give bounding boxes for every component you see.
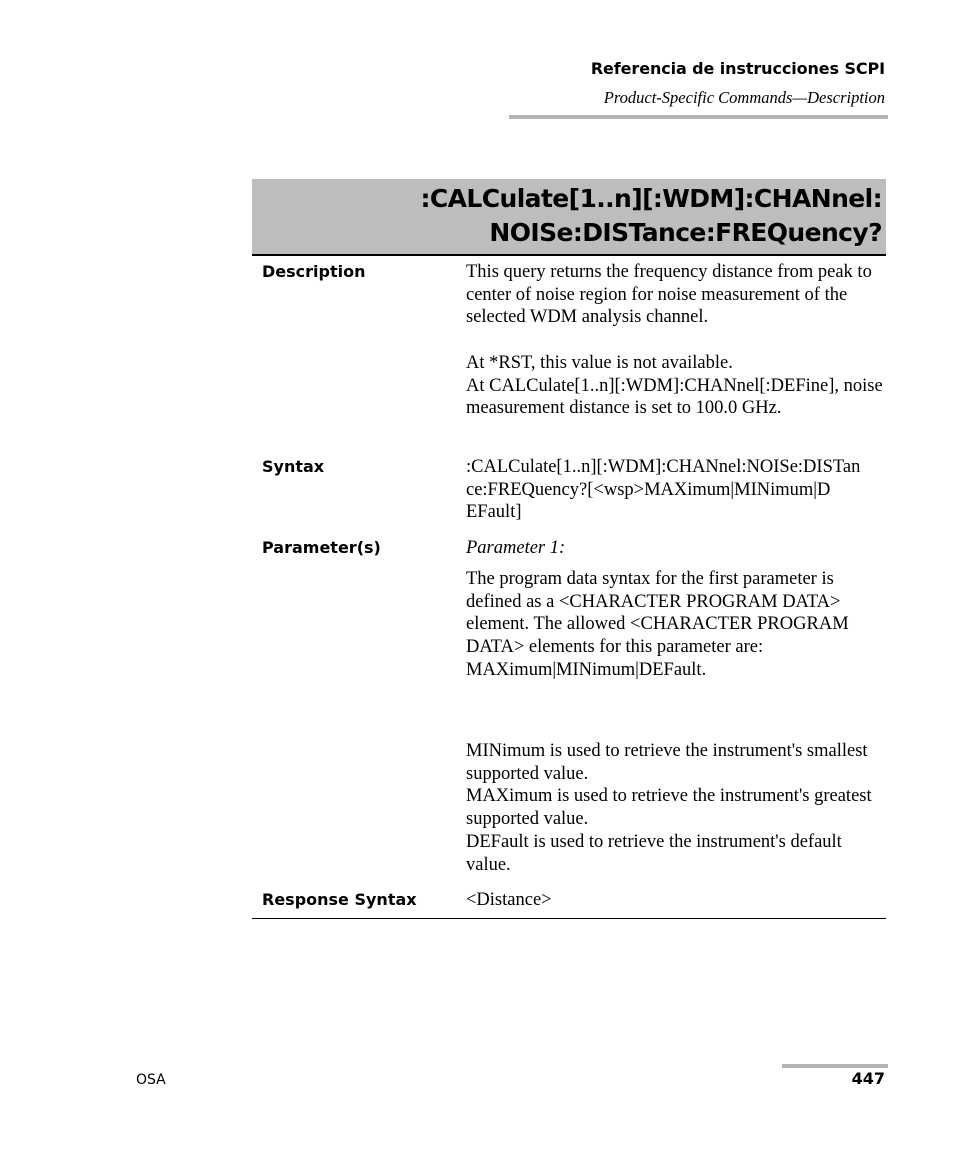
syntax-line-1: :CALCulate[1..n][:WDM]:CHANnel:NOISe:DISTan (466, 457, 861, 477)
command-title-line-2: NOISe:DISTance:FREQuency? (489, 218, 882, 247)
page-header (591, 58, 885, 109)
header-subtitle: Product-Specific Commands—Description (603, 88, 885, 107)
page-number: 447 (851, 1069, 885, 1088)
description-label: Description (262, 262, 366, 281)
table-bottom-rule (252, 918, 886, 919)
description-define-note: At CALCulate[1..n][:WDM]:CHANnel[:DEFine], noise measurement distance is set to 100.0 GHz. (466, 375, 883, 419)
command-title (421, 182, 882, 250)
syntax-line-3: EFault] (466, 502, 522, 523)
syntax-label: Syntax (262, 457, 325, 476)
description-rst-note: At *RST, this value is not available. (466, 352, 733, 373)
command-title-line-1: :CALCulate[1..n][:WDM]:CHANnel: (420, 184, 882, 213)
parameter-1-values (466, 740, 886, 876)
footer-product: OSA (136, 1072, 166, 1088)
command-title-box (252, 179, 886, 256)
header-title: Referencia de instrucciones SCPI (590, 59, 885, 78)
parameter-1-heading: Parameter 1: (466, 538, 566, 558)
response-syntax-value: <Distance> (466, 890, 552, 910)
parameter-default-note: DEFault is used to retrieve the instrument's default value. (466, 831, 842, 875)
header-rule (509, 115, 888, 119)
description-paragraph: This query returns the frequency distance from peak to center of noise region for noise measurement of the selected WDM analysis channel. (466, 262, 872, 328)
description-text (466, 261, 886, 420)
parameter-1-definition: The program data syntax for the first parameter is defined as a <CHARACTER PROGRAM DATA> element. The allowed <CHARACTER PROGRAM DATA> elements for this parameter are: MAXimum|MINimum|DEFault. (466, 569, 849, 680)
parameter-maximum-note: MAXimum is used to retrieve the instrument's greatest supported value. (466, 786, 872, 830)
parameters-label: Parameter(s) (262, 538, 381, 557)
syntax-text (466, 456, 886, 524)
parameter-minimum-note: MINimum is used to retrieve the instrument's smallest supported value. (466, 741, 868, 784)
syntax-line-2: ce:FREQuency?[<wsp>MAXimum|MINimum|D (466, 479, 831, 500)
parameter-1-text (466, 568, 886, 682)
response-syntax-label: Response Syntax (262, 890, 417, 909)
